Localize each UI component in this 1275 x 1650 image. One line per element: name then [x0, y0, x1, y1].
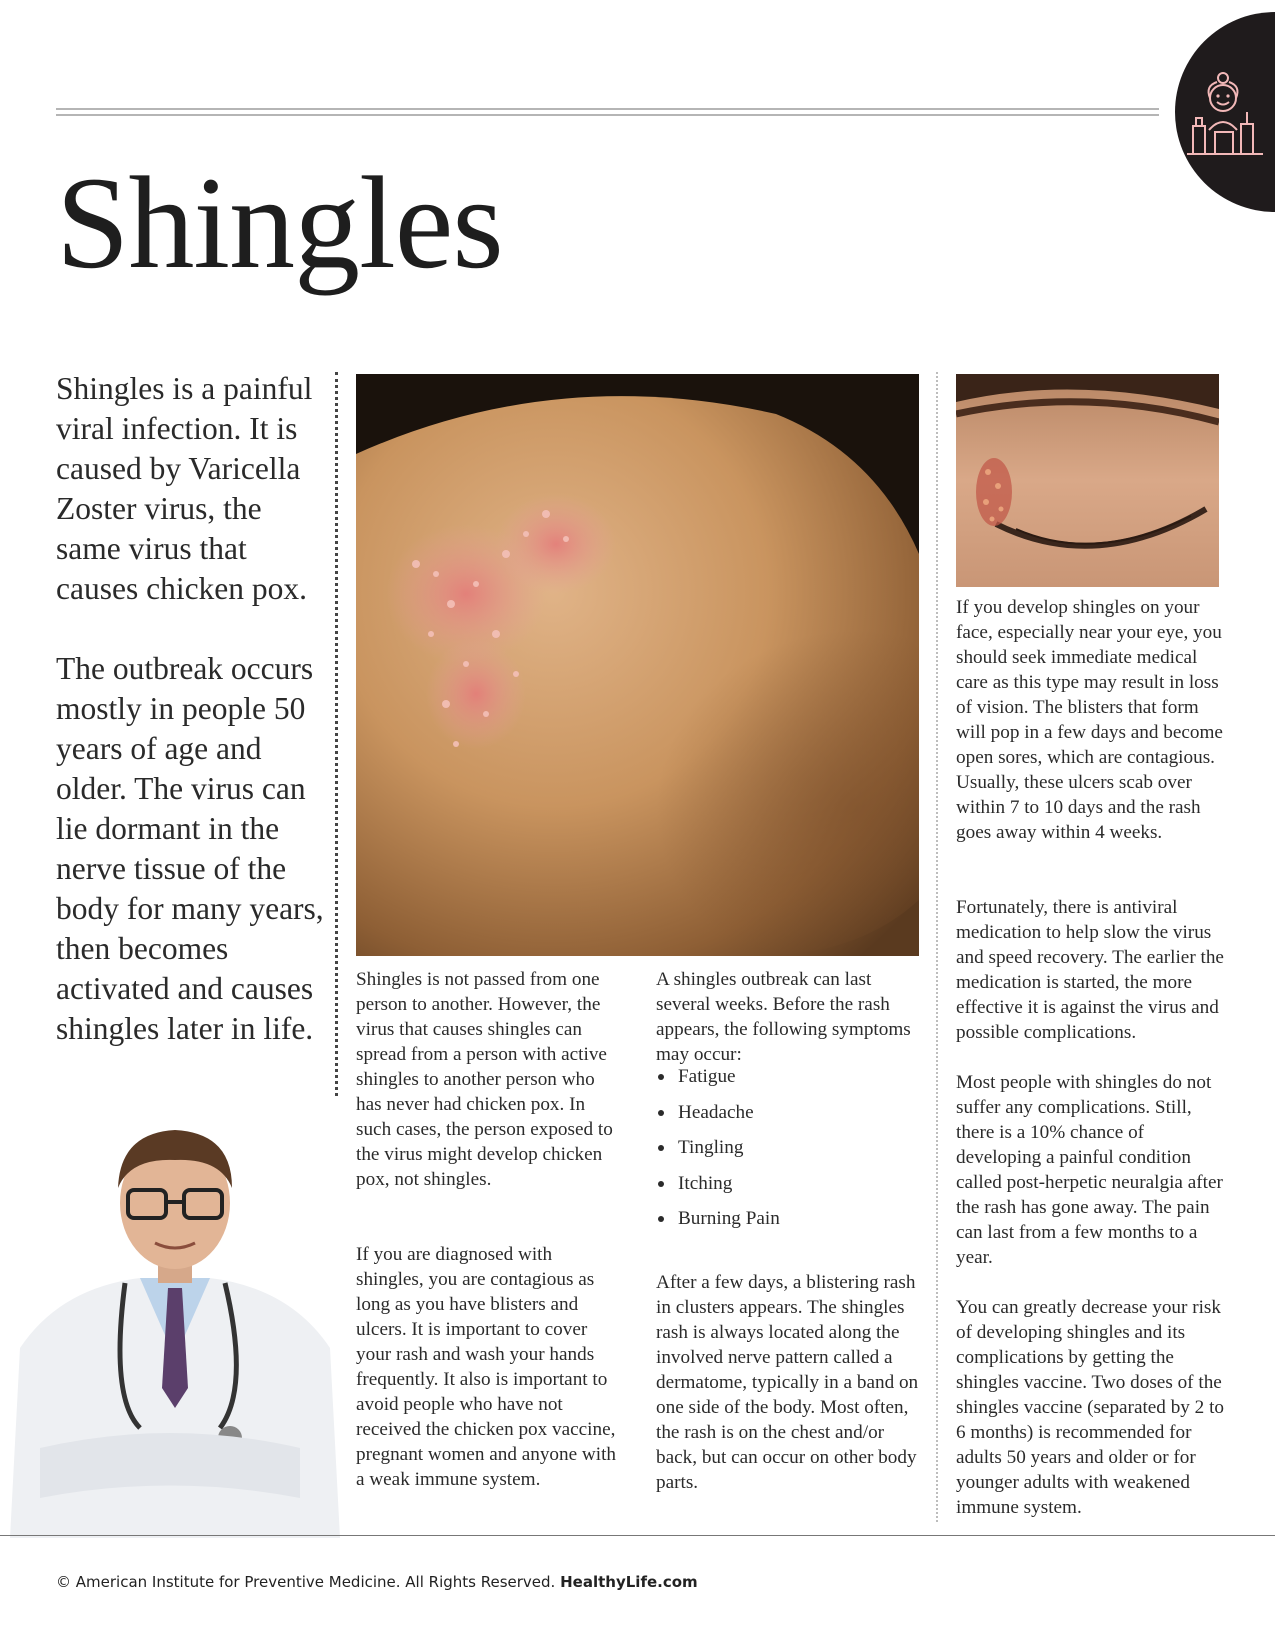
column-c-paragraph-3: Most people with shingles do not suffer any complications. Still, there is a 10% chance of developing a painful condition called post-herpetic neuralgia after the rash has gone away. The pain can last from a few months to a year.	[956, 1072, 1223, 1268]
column-c-paragraph-4: You can greatly decrease your risk of developing shingles and its complications by getting the shingles vaccine. Two doses of the shingles vaccine (separated by 2 to 6 months) is recommended for adults 50 years and older or for younger adults with weakened immune system.	[956, 1297, 1224, 1518]
intro-paragraph-2: The outbreak occurs mostly in people 50 years of age and older. The virus can lie dormant in the nerve tissue of the body for many years, then becomes activated and causes shingles later in life.	[56, 651, 324, 1046]
eye-rash-photo	[956, 374, 1219, 587]
intro-paragraph-1: Shingles is a painful viral infection. It is caused by Varicella Zoster virus, the same virus that causes chicken pox.	[56, 371, 313, 606]
footer-rule	[0, 1535, 1275, 1536]
list-item: Headache	[656, 1100, 916, 1136]
column-a-paragraph-2: If you are diagnosed with shingles, you are contagious as long as you have blisters and ulcers. It is important to cover your rash and wash your hands frequently. It also is important to avoid people who have not received the chicken pox vaccine, pregnant women and anyone with a weak immune system.	[356, 1244, 617, 1490]
header-rule	[56, 108, 1159, 116]
corner-badge	[1175, 12, 1275, 212]
site-link[interactable]: HealthyLife.com	[560, 1573, 698, 1591]
copyright-text: © American Institute for Preventive Medicine. All Rights Reserved.	[56, 1573, 556, 1591]
symptom-list	[656, 1064, 916, 1242]
column-c-paragraph-2: Fortunately, there is antiviral medication to help slow the virus and speed recovery. The earlier the medication is started, the more effective it is against the virus and possible complications.	[956, 897, 1224, 1043]
column-a-paragraph-1: Shingles is not passed from one person to another. However, the virus that causes shingles can spread from a person with active shingles to another person who has never had chicken pox. In such cases, the person exposed to the virus might develop chicken pox, not shingles.	[356, 969, 613, 1190]
footer	[56, 1573, 698, 1591]
beauty-product-woman-icon	[1185, 68, 1265, 168]
doctor-photo	[0, 1098, 345, 1538]
list-item: Tingling	[656, 1135, 916, 1171]
list-item: Burning Pain	[656, 1206, 916, 1242]
column-b-paragraph-1: A shingles outbreak can last several weeks. Before the rash appears, the following symptoms may occur:	[656, 969, 911, 1065]
page-title: Shingles	[56, 149, 503, 296]
column-b-paragraph-2: After a few days, a blistering rash in clusters appears. The shingles rash is always located along the involved nerve pattern called a dermatome, typically in a band on one side of the body. Most often, the rash is on the chest and/or back, but can occur on other body parts.	[656, 1272, 919, 1493]
list-item: Fatigue	[656, 1064, 916, 1100]
shoulder-rash-photo	[356, 374, 919, 956]
column-divider-right	[936, 372, 938, 1522]
column-c-paragraph-1: If you develop shingles on your face, especially near your eye, you should seek immediate medical care as this type may result in loss of vision. The blisters that form will pop in a few days and become open sores, which are contagious. Usually, these ulcers scab over within 7 to 10 days and the rash goes away within 4 weeks.	[956, 597, 1223, 843]
list-item: Itching	[656, 1171, 916, 1207]
